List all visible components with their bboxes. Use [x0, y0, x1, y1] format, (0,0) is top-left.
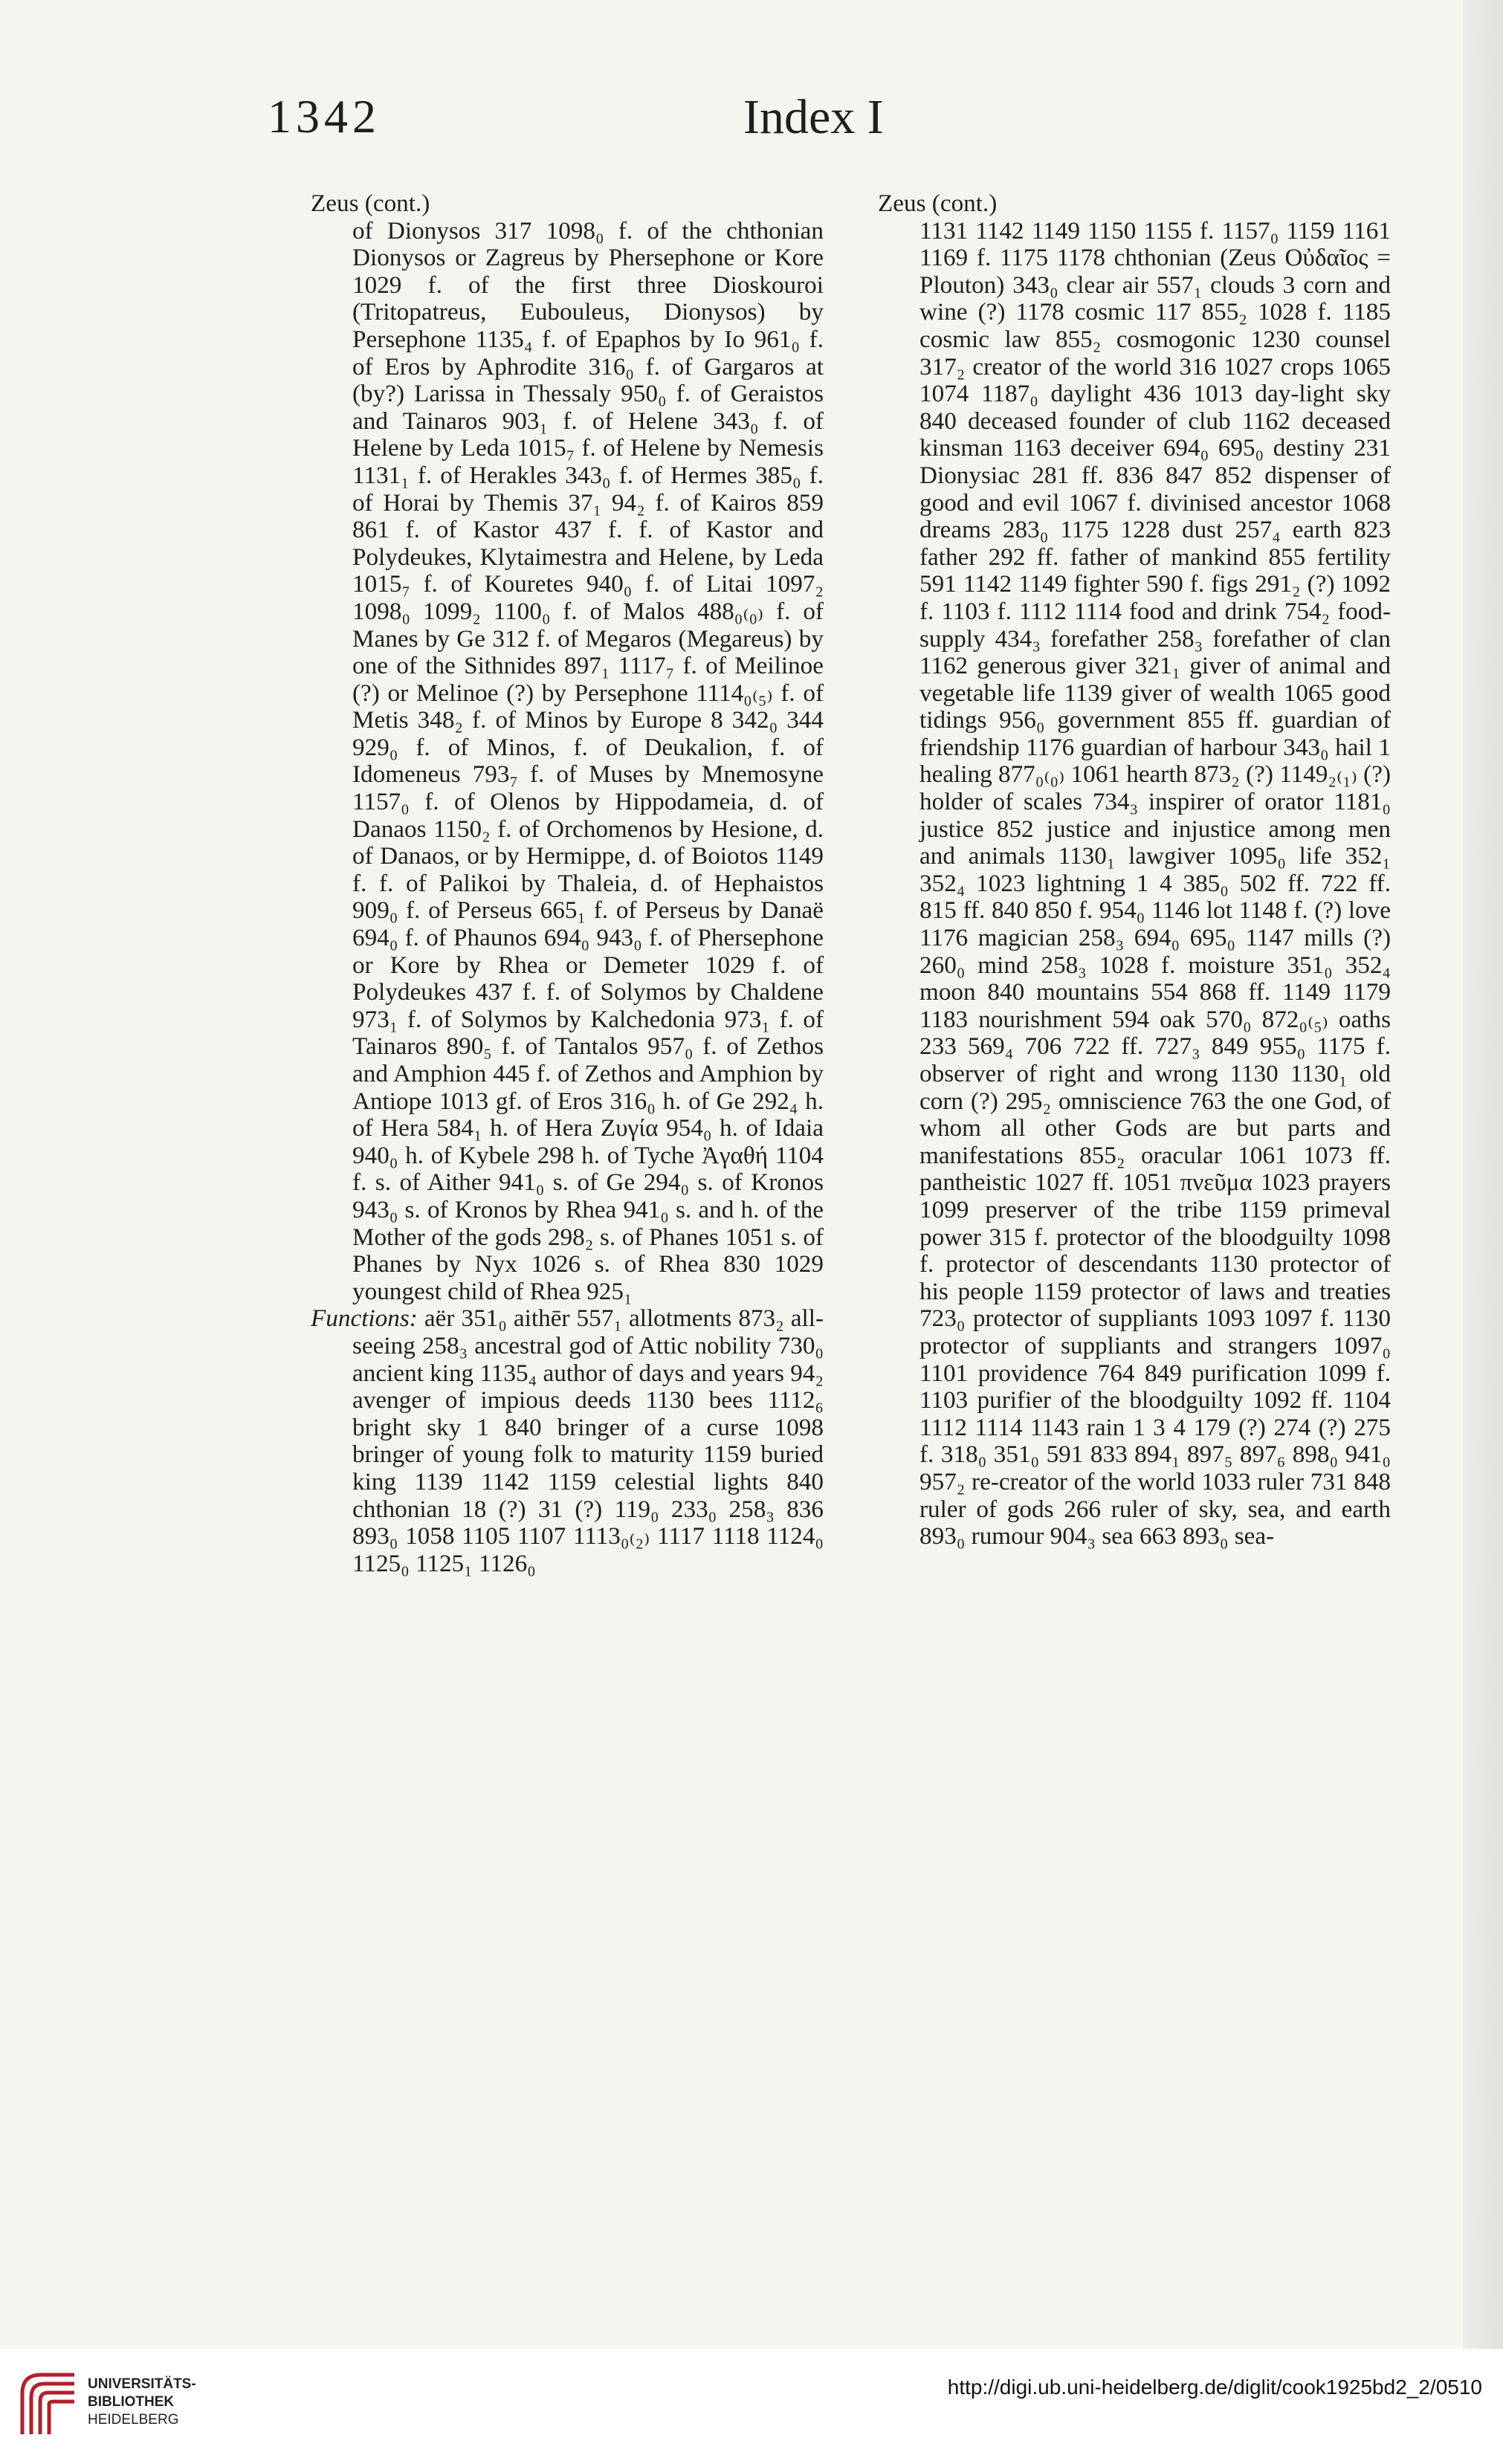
page-edge — [1463, 0, 1503, 2349]
library-name-line-2: BIBLIOTHEK — [88, 2394, 175, 2410]
index-entry-zeus — [311, 190, 824, 218]
page-header — [0, 89, 1503, 156]
index-column-left — [311, 190, 824, 1577]
entry-heading: Zeus (cont.) — [311, 190, 430, 217]
entry-body: 1131 1142 1149 1150 1155 f. 1157₀ 1159 1161 1169 f. 1175 1178 chthonian (Zeus Οὐδαῖος = Plouton) 343₀ clear air 557₁ clouds 3 corn and wine (?) 1178 cosmic 117 855₂ 1028 f. 1185 cosmic law 855₂ cosmogonic 1230 counsel 317₂ creator of the world 316 1027 crops 1065 1074 1187₀ daylight 436 1013 day-light sky 840 deceased founder of club 1162 deceased kinsman 1163 deceiver 694₀ 695₀ destiny 231 Dionysiac 281 ff. 836 847 852 dispenser of good and evil 1067 f. divinised ancestor 1068 dreams 283₀ 1175 1228 dust 257₄ earth 823 father 292 ff. father of mankind 855 fertility 591 1142 1149 fighter 590 f. figs 291₂ (?) 1092 f. 1103 f. 1112 1114 food and drink 754₂ food-supply 434₃ forefather 258₃ forefather of clan 1162 generous giver 321₁ giver of animal and vegetable life 1139 giver of wealth 1065 good tidings 956₀ government 855 ff. guardian of friendship 1176 guardian of harbour 343₀ hail 1 healing 877₀₍₀₎ 1061 hearth 873₂ (?) 1149₂₍₁₎ (?) holder of scales 734₃ inspirer of orator 1181₀ justice 852 justice and injustice among men and animals 1130₁ lawgiver 1095₀ life 352₁ 352₄ 1023 lightning 1 4 385₀ 502 ff. 722 ff. 815 ff. 840 850 f. 954₀ 1146 lot 1148 f. (?) love 1176 magician 258₃ 694₀ 695₀ 1147 mills (?) 260₀ mind 258₃ 1028 f. moisture 351₀ 352₄ moon 840 mountains 554 868 ff. 1149 1179 1183 nourishment 594 oak 570₀ 872₀₍₅₎ oaths 233 569₄ 706 722 ff. 727₃ 849 955₀ 1175 f. observer of right and wrong 1130 1130₁ old corn (?) 295₂ omniscience 763 the one God, of whom all other Gods are but parts and manifestations 855₂ oracular 1061 1073 ff. pantheistic 1027 ff. 1051 πνεῦμα 1023 prayers 1099 preserver of the tribe 1159 primeval power 315 f. protector of the bloodguilty 1098 f. protector of descendants 1130 protector of his people 1159 protector of laws and treaties 723₀ protector of suppliants 1093 1097 f. 1130 protector of suppliants and strangers 1097₀ 1101 providence 764 849 purification 1099 f. 1103 purifier of the bloodguilty 1092 ff. 1104 1112 1114 1143 rain 1 3 4 179 (?) 274 (?) 275 f. 318₀ 351₀ 591 833 894₁ 897₅ 897₆ 898₀ 941₀ 957₂ re-creator of the world 1033 ruler 731 848 ruler of gods 266 ruler of sky, sea, and earth 893₀ rumour 904₃ sea 663 893₀ sea- — [919, 216, 1391, 1550]
index-column-right — [878, 190, 1391, 1550]
functions-body: aër 351₀ aithēr 557₁ allotments 873₂ all-seeing 258₃ ancestral god of Attic nobility 730₀ ancient king 1135₄ author of days and years 94₂ avenger of impious deeds 1130 bees 1112₆ bright sky 1 840 bringer of a curse 1098 bringer of young folk to maturity 1159 buried king 1139 1142 1159 celestial lights 840 chthonian 18 (?) 31 (?) 119₀ 233₀ 258₃ 836 893₀ 1058 1105 1107 1113₀₍₂₎ 1117 1118 1124₀ 1125₀ 1125₁ 1126₀ — [352, 1304, 824, 1577]
entry-body: of Dionysos 317 1098₀ f. of the chthonian Dionysos or Zagreus by Phersephone or Kore 1029 f. of the first three Dioskouroi (Tritopatreus, Eubouleus, Dionysos) by Persephone 1135₄ f. of Epaphos by Io 961₀ f. of Eros by Aphrodite 316₀ f. of Gargaros at (by?) Larissa in Thessaly 950₀ f. of Geraistos and Tainaros 903₁ f. of Helene 343₀ f. of Helene by Leda 1015₇ f. of Helene by Nemesis 1131₁ f. of Herakles 343₀ f. of Hermes 385₀ f. of Horai by Themis 37₁ 94₂ f. of Kairos 859 861 f. of Kastor 437 f. f. of Kastor and Polydeukes, Klytaimestra and Helene, by Leda 1015₇ f. of Kouretes 940₀ f. of Litai 1097₂ 1098₀ 1099₂ 1100₀ f. of Malos 488₀₍₀₎ f. of Manes by Ge 312 f. of Megaros (Megareus) by one of the Sithnides 897₁ 1117₇ f. of Meilinoe (?) or Melinoe (?) by Persephone 1114₀₍₅₎ f. of Metis 348₂ f. of Minos by Europe 8 342₀ 344 929₀ f. of Minos, f. of Deukalion, f. of Idomeneus 793₇ f. of Muses by Mnemosyne 1157₀ f. of Olenos by Hippodameia, d. of Danaos 1150₂ f. of Orchomenos by Hesione, d. of Danaos, or by Hermippe, d. of Boiotos 1149 f. f. of Palikoi by Thaleia, d. of Hephaistos 909₀ f. of Perseus 665₁ f. of Perseus by Danaë 694₀ f. of Phaunos 694₀ 943₀ f. of Phersephone or Kore by Rhea or Demeter 1029 f. of Polydeukes 437 f. f. of Solymos by Chaldene 973₁ f. of Solymos by Kalchedonia 973₁ f. of Tainaros 890₅ f. of Tantalos 957₀ f. of Zethos and Amphion 445 f. of Zethos and Amphion by Antiope 1013 gf. of Eros 316₀ h. of Ge 292₄ h. of Hera 584₁ h. of Hera Ζυγία 954₀ h. of Idaia 940₀ h. of Kybele 298 h. of Tyche Ἀγαθή 1104 f. s. of Aither 941₀ s. of Ge 294₀ s. of Kronos 943₀ s. of Kronos by Rhea 941₀ s. and h. of the Mother of the gods 298₂ s. of Phanes 1051 s. of Phanes by Nyx 1026 s. of Rhea 830 1029 youngest child of Rhea 925₁ — [352, 216, 824, 1305]
functions-entry — [311, 1305, 824, 1577]
library-name-line-3: HEIDELBERG — [88, 2412, 179, 2428]
running-title: Index I — [743, 90, 884, 144]
page-number: 1342 — [268, 90, 381, 143]
library-name-line-1: UNIVERSITÄTS- — [88, 2376, 196, 2392]
library-name — [88, 2376, 196, 2429]
viewer-footer — [0, 2349, 1503, 2464]
entry-heading: Zeus (cont.) — [878, 190, 998, 217]
source-url[interactable]: http://digi.ub.uni-heidelberg.de/diglit/cook1925bd2_2/0510 — [947, 2376, 1482, 2399]
library-logo-icon — [15, 2364, 82, 2445]
index-entry-zeus-cont — [878, 190, 1391, 218]
functions-label: Functions: — [311, 1304, 418, 1333]
